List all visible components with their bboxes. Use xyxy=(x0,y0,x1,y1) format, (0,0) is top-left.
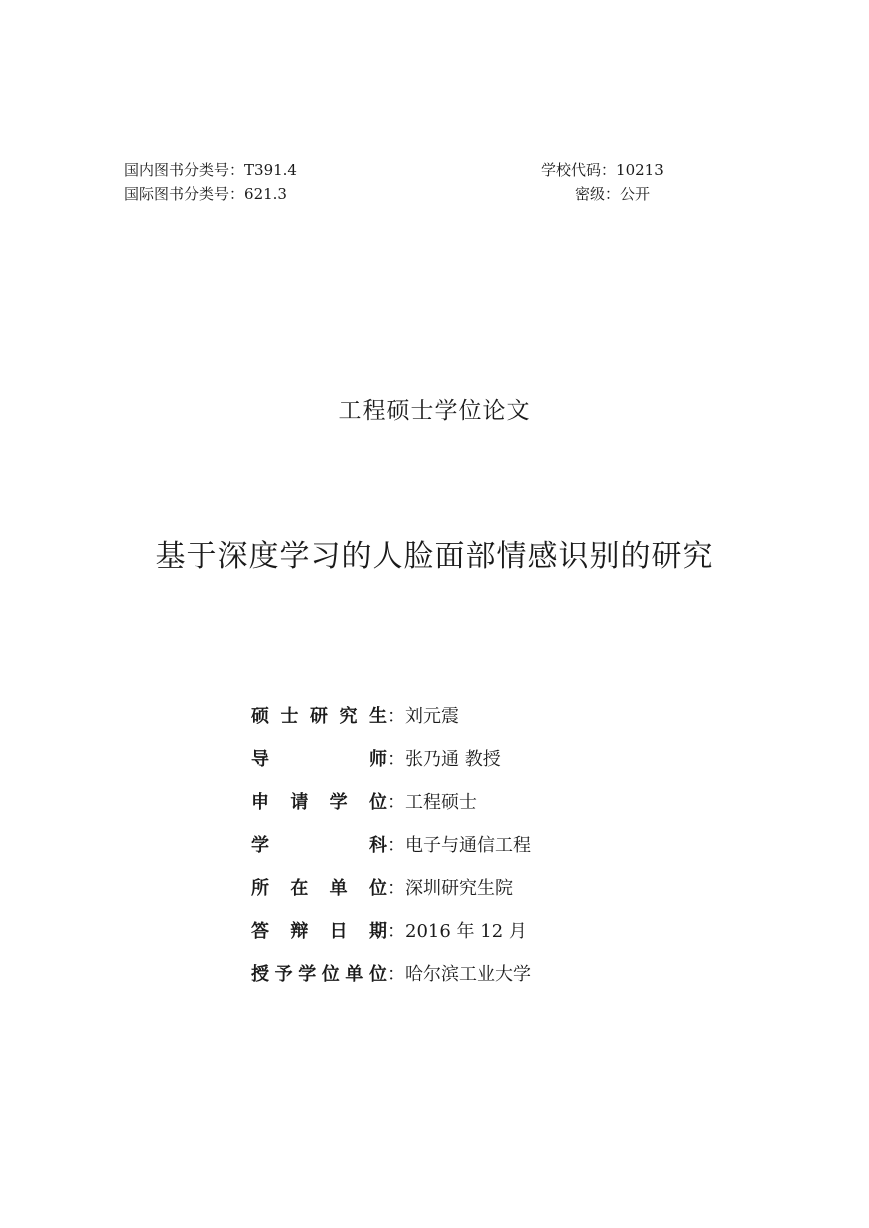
info-row xyxy=(251,702,531,745)
security-line xyxy=(575,184,650,204)
info-label-char: 学 xyxy=(298,964,317,985)
info-value: 张乃通 教授 xyxy=(405,749,501,770)
info-label-char: 导 xyxy=(251,749,269,770)
info-label xyxy=(251,745,387,771)
info-row xyxy=(251,874,531,917)
info-label-char: 请 xyxy=(290,792,309,813)
info-row xyxy=(251,745,531,788)
info-label-char: 申 xyxy=(251,792,269,813)
info-value: 哈尔滨工业大学 xyxy=(405,964,531,985)
info-value: 工程硕士 xyxy=(405,792,477,813)
domestic-class-line xyxy=(124,160,297,180)
info-label-char: 研 xyxy=(310,706,328,727)
domestic-class-label: 国内图书分类号 xyxy=(124,161,230,179)
info-colon: ： xyxy=(387,749,405,770)
international-class-colon: ： xyxy=(229,185,245,203)
info-label-char: 授 xyxy=(251,964,269,985)
info-colon: ： xyxy=(387,878,405,899)
info-label-char: 学 xyxy=(251,835,269,856)
school-code-line xyxy=(541,160,664,180)
domestic-class-value: T391.4 xyxy=(244,161,297,179)
info-label-char: 位 xyxy=(368,964,387,985)
info-label xyxy=(251,874,387,900)
info-value: 电子与通信工程 xyxy=(405,835,531,856)
info-label xyxy=(251,960,387,986)
info-label-char: 期 xyxy=(368,921,387,942)
info-label-char: 科 xyxy=(369,835,387,856)
info-label xyxy=(251,831,387,857)
info-colon: ： xyxy=(387,792,405,813)
info-label xyxy=(251,788,387,814)
info-label-char: 位 xyxy=(368,792,387,813)
school-code-label: 学校代码 xyxy=(541,161,602,179)
author-info-block xyxy=(251,702,531,1003)
international-class-value: 621.3 xyxy=(244,185,287,203)
info-colon: ： xyxy=(387,835,405,856)
security-value: 公开 xyxy=(620,185,651,203)
domestic-class-colon: ： xyxy=(229,161,245,179)
info-label-char: 学 xyxy=(329,792,348,813)
info-label-char: 辩 xyxy=(290,921,309,942)
info-label-char: 究 xyxy=(339,706,358,727)
info-label-char: 单 xyxy=(329,878,348,899)
info-label-char: 单 xyxy=(345,964,364,985)
international-class-label: 国际图书分类号 xyxy=(124,185,230,203)
info-row xyxy=(251,788,531,831)
thesis-title: 基于深度学习的人脸面部情感识别的研究 xyxy=(155,539,714,574)
international-class-line xyxy=(124,184,287,204)
info-label-char: 日 xyxy=(329,921,348,942)
degree-type-heading: 工程硕士学位论文 xyxy=(338,398,531,424)
info-value: 刘元震 xyxy=(405,706,459,727)
security-label: 密级 xyxy=(575,185,606,203)
info-label-char: 生 xyxy=(369,706,387,727)
info-label-char: 所 xyxy=(251,878,269,899)
info-row xyxy=(251,917,531,960)
info-row xyxy=(251,831,531,874)
info-label-char: 位 xyxy=(368,878,387,899)
school-code-colon: ： xyxy=(601,161,617,179)
school-code-value: 10213 xyxy=(616,161,664,179)
security-colon: ： xyxy=(605,185,621,203)
info-colon: ： xyxy=(387,706,405,727)
info-label xyxy=(251,702,387,728)
info-colon: ： xyxy=(387,964,405,985)
info-label-char: 位 xyxy=(321,964,340,985)
info-label-char: 答 xyxy=(251,921,269,942)
info-label xyxy=(251,917,387,943)
info-value: 2016 年 12 月 xyxy=(405,921,527,942)
info-colon: ： xyxy=(387,921,405,942)
info-value: 深圳研究生院 xyxy=(405,878,513,899)
info-label-char: 在 xyxy=(290,878,309,899)
info-label-char: 予 xyxy=(274,964,293,985)
info-label-char: 硕 xyxy=(251,706,269,727)
info-label-char: 士 xyxy=(280,706,299,727)
info-row xyxy=(251,960,531,1003)
info-label-char: 师 xyxy=(369,749,387,770)
